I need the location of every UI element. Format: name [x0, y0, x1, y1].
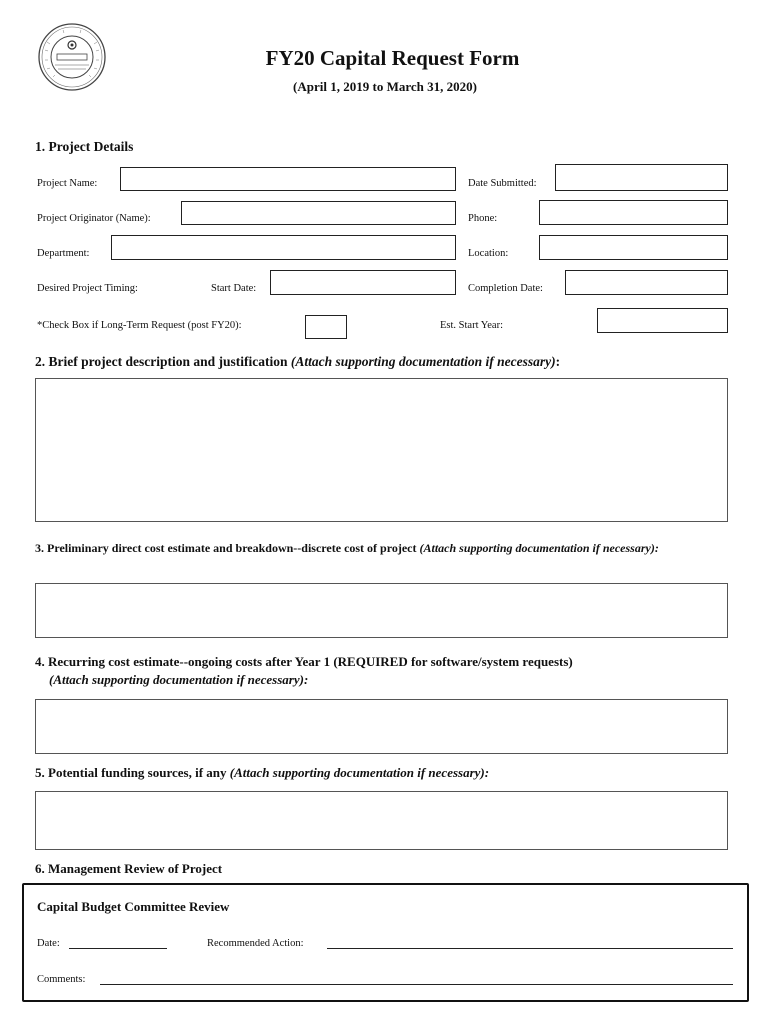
recurring-cost-textarea[interactable]	[35, 699, 728, 754]
department-label: Department:	[37, 248, 90, 259]
section-3-heading: 3. Preliminary direct cost estimate and breakdown--discrete cost of project (Attach supporting documentation if necessary):	[35, 541, 659, 555]
timing-label: Desired Project Timing:	[37, 283, 138, 294]
long-term-checkbox[interactable]	[305, 315, 347, 339]
comments-label: Comments:	[37, 974, 86, 985]
location-input[interactable]	[539, 235, 728, 260]
review-date-label: Date:	[37, 938, 60, 949]
funding-sources-textarea[interactable]	[35, 791, 728, 850]
date-submitted-input[interactable]	[555, 164, 728, 191]
section-2-heading: 2. Brief project description and justification (Attach supporting documentation if necessary):	[35, 354, 561, 369]
est-start-year-input[interactable]	[597, 308, 728, 333]
recommended-action-line[interactable]	[327, 948, 733, 949]
section-3-note: (Attach supporting documentation if necessary):	[419, 541, 659, 555]
form-title: FY20 Capital Request Form	[265, 46, 520, 70]
section-5-heading: 5. Potential funding sources, if any (Attach supporting documentation if necessary):	[35, 765, 490, 780]
direct-cost-textarea[interactable]	[35, 583, 728, 638]
review-date-line[interactable]	[69, 948, 167, 949]
start-date-label: Start Date:	[211, 283, 257, 294]
project-name-label: Project Name:	[37, 178, 98, 189]
recommended-action-label: Recommended Action:	[207, 938, 304, 949]
start-date-input[interactable]	[270, 270, 456, 295]
form-subtitle: (April 1, 2019 to March 31, 2020)	[293, 79, 477, 94]
section-6-heading: 6. Management Review of Project	[35, 861, 223, 876]
originator-label: Project Originator (Name):	[37, 213, 151, 224]
department-input[interactable]	[111, 235, 456, 260]
section-1-heading: 1. Project Details	[35, 139, 134, 154]
date-submitted-label: Date Submitted:	[468, 178, 537, 189]
completion-date-input[interactable]	[565, 270, 728, 295]
review-title: Capital Budget Committee Review	[37, 899, 230, 914]
originator-input[interactable]	[181, 201, 456, 225]
section-5-note: (Attach supporting documentation if necessary):	[229, 765, 490, 780]
section-2-note: (Attach supporting documentation if necessary)	[290, 354, 556, 369]
project-name-input[interactable]	[120, 167, 456, 191]
section-4-note: (Attach supporting documentation if necessary):	[49, 672, 309, 687]
est-start-year-label: Est. Start Year:	[440, 320, 503, 331]
long-term-label: *Check Box if Long-Term Request (post FY20):	[37, 320, 242, 331]
location-label: Location:	[468, 248, 509, 259]
section-4-heading: 4. Recurring cost estimate--ongoing costs after Year 1 (REQUIRED for software/system requests) (Attach supporting documentation if necessary):	[35, 654, 573, 687]
phone-input[interactable]	[539, 200, 728, 225]
completion-date-label: Completion Date:	[468, 283, 543, 294]
phone-label: Phone:	[468, 213, 498, 224]
comments-line[interactable]	[100, 984, 733, 985]
description-textarea[interactable]	[35, 378, 728, 522]
